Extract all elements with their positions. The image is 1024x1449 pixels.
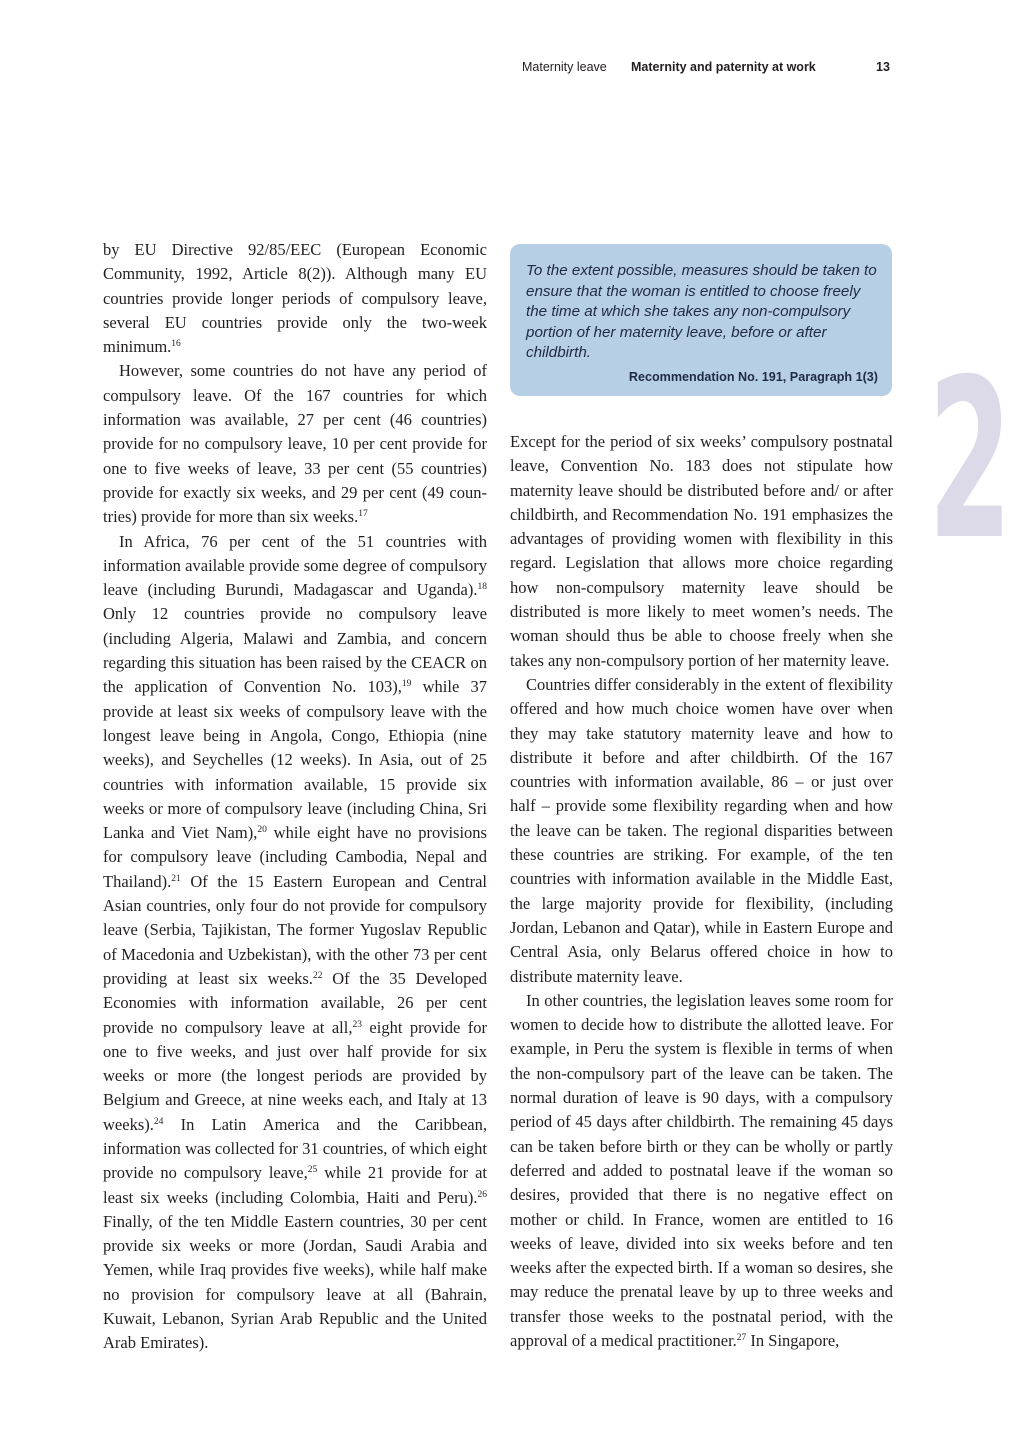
page-number: 13 [876, 60, 890, 74]
chapter-number: 2 [928, 332, 1013, 588]
paragraph [103, 359, 487, 529]
paragraph: Countries differ considerably in the extent of flexibility offered and how much choice women have over when they may take statutory maternity leave and how to distribute it before and after childbirth. Of the 167 countries with information available, 86 – or just over half – provide some flexibility regarding when and how the leave can be taken. The regional disparities between these countries are striking. For example, of the ten countries with information available in the Middle East, the large majority provide for flexibility, (including Jordan, Lebanon and Qatar), while in Eastern Europe and Central Asia, only Belarus offered choice in how to distribute maternity leave. [510, 674, 893, 986]
paragraph-text: by EU Directive 92/85/EEC (European Economic Community, 1992, Article 8(2)). Although many EU countries provide longer periods of compulsory leave, several EU countries provide only the two-week minimum. [103, 240, 487, 357]
paragraph-text: In other countries, the legislation leaves some room for women to decide how to distribute the allotted leave. For example, in Peru the system is flexible in terms of when the non-compulsory part of the leave can be taken. The normal duration of leave is 90 days, with a compulsory period of 45 days after childbirth. The remaining 45 days can be taken before birth or they can be wholly or partly deferred and added to postnatal leave if the woman so desires, provided that there is no negative effect on mother or child. In France, women are entitled to 16 weeks of leave, divided into six weeks before and ten weeks after the expected birth. If a woman so desires, she may reduce the prenatal leave by up to three weeks and transfer those weeks to the postnatal period, with the approval of a medical practitioner. [510, 990, 893, 1350]
footnote-ref: 20 [257, 825, 267, 836]
left-text-column [103, 238, 487, 1356]
paragraph-text: while 37 provide at least six weeks of compulsory leave with the longest leave being in Angola, Congo, Ethiopia (nine weeks), and Seychelles (12 weeks). In Asia, out of 25 countries with information available, 15 provide six weeks or more of compulsory leave (including China, Sri Lanka and Viet Nam), [103, 677, 487, 843]
footnote-ref: 25 [307, 1165, 318, 1176]
paragraph-text: Only 12 countries provide no compulsory leave (including Algeria, Malawi and Zambia, and concern regarding this situation has been raised by the CEACR on the application of Convention No. 103), [103, 604, 487, 697]
header-chapter-title: Maternity and paternity at work [631, 60, 816, 74]
header-section-title: Maternity leave [522, 60, 607, 74]
footnote-ref: 22 [312, 970, 323, 981]
footnote-ref: 21 [171, 873, 181, 884]
paragraph-text: eight provide for one to five weeks, and just over half provide for six weeks or more (the longest periods are provided by Belgium and Greece, at nine weeks each, and Italy at 13 weeks). [103, 1017, 487, 1134]
footnote-ref: 26 [477, 1189, 487, 1200]
footnote-ref: 17 [358, 509, 368, 520]
paragraph-text: Of the 35 Developed Economies with information available, 26 per cent provide no compulsory leave at all, [103, 968, 487, 1037]
footnote-ref: 16 [171, 339, 181, 350]
paragraph-text: Finally, of the ten Middle Eastern countries, 30 per cent provide six weeks or more (Jordan, Saudi Arabia and Yemen, while Iraq provides five weeks), while half make no provision for compulsory leave at all (Bahrain, Kuwait, Lebanon, Syrian Arab Republic and the United Arab Emirates). [103, 1211, 487, 1353]
footnote-ref: 19 [401, 679, 412, 690]
quote-callout-box [510, 244, 892, 396]
callout-quote: To the extent possible, measures should be taken to ensure that the woman is entitled to choose freely the time at which she takes any non-compulsory portion of her maternity leave, before or after childbirth. [526, 262, 877, 362]
paragraph-text: In Africa, 76 per cent of the 51 countries with information available provide some degree of compulsory leave (including Burundi, Madagascar and Uganda). [103, 531, 487, 600]
right-text-column [510, 430, 893, 1353]
paragraph [103, 238, 487, 359]
footnote-ref: 27 [736, 1332, 747, 1343]
footnote-ref: 24 [153, 1116, 164, 1127]
paragraph-text: In Latin America and the Caribbean, information was collected for 31 countries, of which eight provide no compulsory leave, [103, 1114, 487, 1183]
paragraph-text: while 21 provide for at least six weeks (including Colombia, Haiti and Peru). [103, 1163, 487, 1207]
paragraph: Except for the period of six weeks’ compulsory postnatal leave, Convention No. 183 does not stipulate how maternity leave should be distributed before and/ or after childbirth, and Recommendation No. 191 emphasizes the advantages of providing women with flexibility in this regard. Legislation that allows more choice regarding how non-compulsory maternity leave should be distributed is more likely to meet women’s needs. The woman should thus be able to choose freely when she takes any non-compulsory portion of her maternity leave. [510, 432, 893, 670]
paragraph-text: Of the 15 Eastern European and Central Asian countries, only four do not provide for compulsory leave (Serbia, Tajikistan, The former Yugoslav Republic of Macedonia and Uzbekistan), with the other 73 per cent providing at least six weeks. [103, 871, 487, 988]
footnote-ref: 23 [352, 1019, 362, 1030]
paragraph-text: while eight have no provisions for compulsory leave (including Cambodia, Nepal and Thailand). [103, 823, 487, 891]
callout-source: Recommendation No. 191, Paragraph 1(3) [628, 369, 878, 384]
paragraph-text: However, some countries do not have any period of compulsory leave. Of the 167 countries for which information was available, 27 per cent (46 countries) provide for no compulsory leave, 10 per cent provide for one to five weeks of leave, 33 per cent (55 countries) provide for exactly six weeks, and 29 per cent (49 countries) provide for more than six weeks. [103, 361, 487, 527]
paragraph [103, 530, 487, 1356]
paragraph-text: In Singapore, [746, 1330, 840, 1350]
paragraph [510, 989, 893, 1353]
footnote-ref: 18 [477, 582, 487, 593]
